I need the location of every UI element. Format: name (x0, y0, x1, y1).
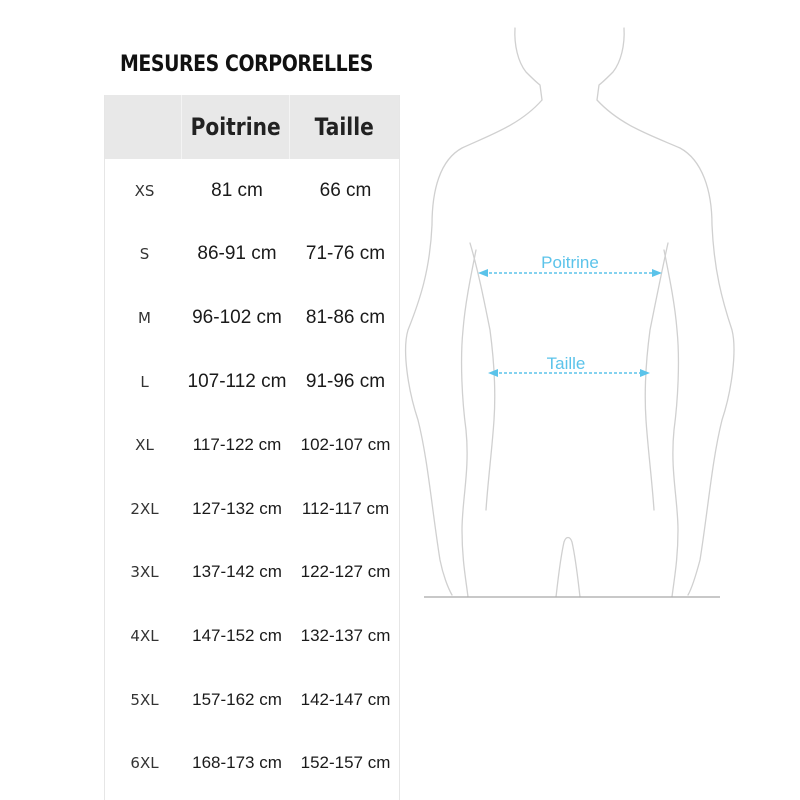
waist-cell: 112-117 cm (301, 498, 390, 518)
chest-cell: 107-112 cm (187, 370, 287, 392)
waist-cell: 81-86 cm (305, 306, 386, 328)
waist-cell: 152-157 cm (300, 753, 391, 773)
header-chest: Poitrine (182, 95, 290, 159)
header-waist: Taille (314, 113, 375, 141)
right-torso-outline (645, 243, 668, 510)
size-cell: 5XL (130, 690, 159, 709)
table-row (105, 541, 399, 605)
table-row (105, 159, 399, 223)
waist-label: Taille (546, 354, 586, 373)
size-cell: L (140, 372, 149, 391)
chest-cell: 81 cm (211, 179, 263, 201)
waist-cell: 91-96 cm (305, 370, 386, 392)
chest-cell: 157-162 cm (192, 689, 282, 709)
table-row (105, 286, 399, 350)
body-figure (395, 20, 735, 610)
size-cell: M (138, 308, 151, 327)
size-cell: XS (134, 181, 155, 200)
chest-cell: 117-122 cm (192, 435, 282, 455)
size-cell: 2XL (130, 499, 159, 518)
head-outline (515, 28, 624, 100)
size-cell: 4XL (130, 626, 159, 645)
page-title: MESURES CORPORELLES (120, 52, 373, 77)
size-table (104, 95, 400, 800)
chest-cell: 127-132 cm (192, 498, 282, 518)
header-size (105, 95, 182, 159)
waist-cell: 142-147 cm (300, 689, 391, 709)
chest-cell: 137-142 cm (192, 562, 282, 582)
table-header (105, 95, 399, 159)
table-row (105, 223, 399, 287)
waist-cell: 122-127 cm (300, 562, 391, 582)
chest-cell: 147-152 cm (192, 625, 282, 645)
left-torso-outline (470, 243, 495, 510)
waist-cell: 66 cm (319, 179, 372, 201)
table-row (105, 413, 399, 477)
waist-cell: 132-137 cm (300, 625, 391, 645)
table-row (105, 668, 399, 732)
table-row (105, 350, 399, 414)
size-cell: 6XL (130, 754, 159, 773)
waist-cell: 102-107 cm (300, 435, 391, 455)
chest-cell: 86-91 cm (197, 243, 277, 265)
size-cell: 3XL (130, 563, 159, 582)
left-arm-outline (406, 100, 542, 595)
size-cell: XL (135, 436, 154, 455)
right-inner-arm-outline (664, 250, 678, 597)
right-arm-outline (597, 100, 734, 595)
table-row (105, 477, 399, 541)
waist-cell: 71-76 cm (305, 243, 386, 265)
chest-label: Poitrine (541, 253, 599, 272)
legs-outline (556, 538, 580, 598)
size-cell: S (139, 245, 150, 264)
table-row (105, 604, 399, 668)
table-row (105, 731, 399, 795)
chest-cell: 96-102 cm (192, 306, 282, 328)
chest-cell: 168-173 cm (192, 753, 282, 773)
table-body (105, 159, 399, 795)
left-inner-arm-outline (462, 250, 476, 597)
